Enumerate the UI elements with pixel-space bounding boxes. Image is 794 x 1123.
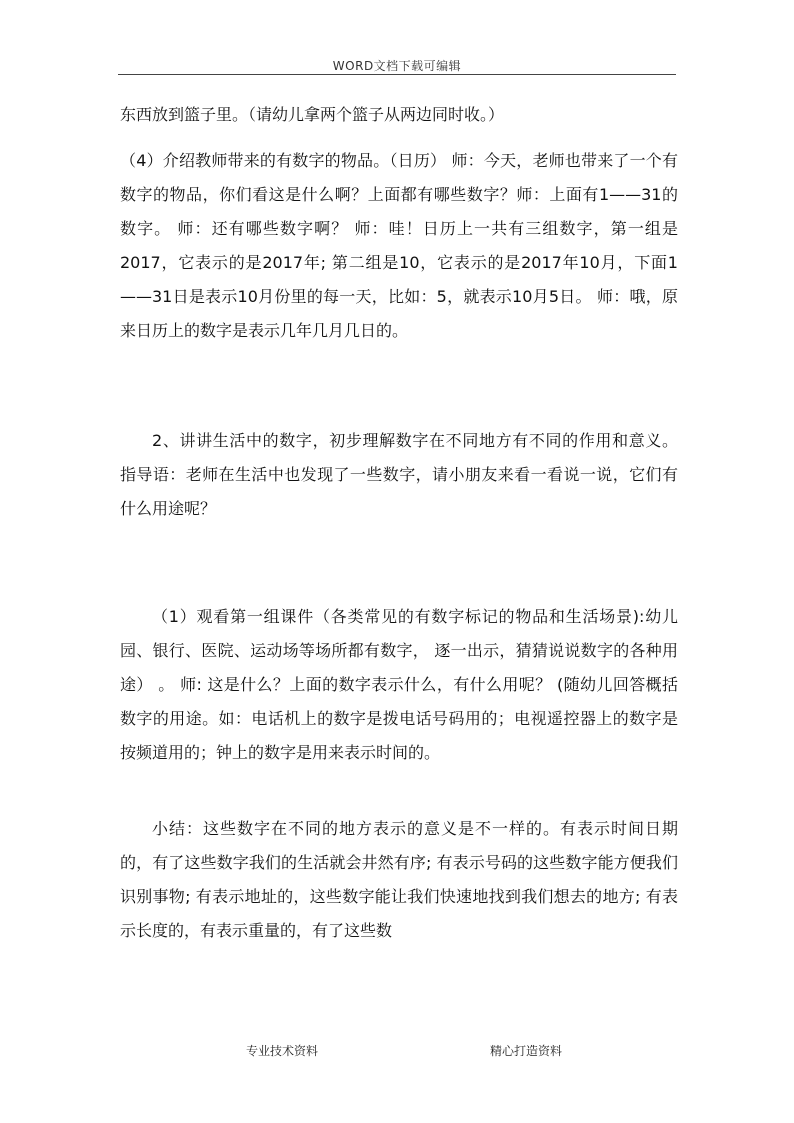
paragraph-2: （4）介绍教师带来的有数字的物品。（日历） 师：今天，老师也带来了一个有数字的物品，你们看这是什么啊？上面都有哪些数字？师：上面有1——31的数字。 师：还有哪些数字啊？ 师：哇！日历上一共有三组数字，第一组是2017，它表示的是2017年; 第二组是10，它表示的是2017年10月，下面1——31日是表示10月份里的每一天，比如：5，就表示10月5日。 师：哦，原来日历上的数字是表示几年几月几日的。	[120, 151, 678, 340]
footer-left-text: 专业技术资料	[246, 1044, 319, 1058]
header-divider	[118, 74, 676, 75]
paragraph-4: （1）观看第一组课件（各类常见的有数字标记的物品和生活场景):幼儿园、银行、医院、运动场等场所都有数字， 逐一出示，猜猜说说数字的各种用途） 。 师: 这是什么？上面的数字表示什么，有什么用呢？ (随幼儿回答概括数字的用途。如：电话机上的数字是拨电话号码用的；电视遥控器上的数字是按频道用的；钟上的数字是用来表示时间的。	[120, 607, 678, 762]
paragraph-5: 小结：这些数字在不同的地方表示的意义是不一样的。有表示时间日期的，有了这些数字我们的生活就会井然有序; 有表示号码的这些数字能方便我们识别事物; 有表示地址的，这些数字能让我们快速地找到我们想去的地方; 有表示长度的，有表示重量的，有了这些数	[120, 819, 678, 940]
paragraph-1: 东西放到篮子里。（请幼儿拿两个篮子从两边同时收。）	[120, 105, 505, 124]
footer-right-text: 精心打造资料	[490, 1044, 563, 1058]
paragraph-3: 2、讲讲生活中的数字，初步理解数字在不同地方有不同的作用和意义。 指导语：老师在生活中也发现了一些数字，请小朋友来看一看说一说，它们有什么用途呢？	[120, 431, 678, 518]
page-header: WORD文档下载可编辑	[332, 59, 462, 73]
